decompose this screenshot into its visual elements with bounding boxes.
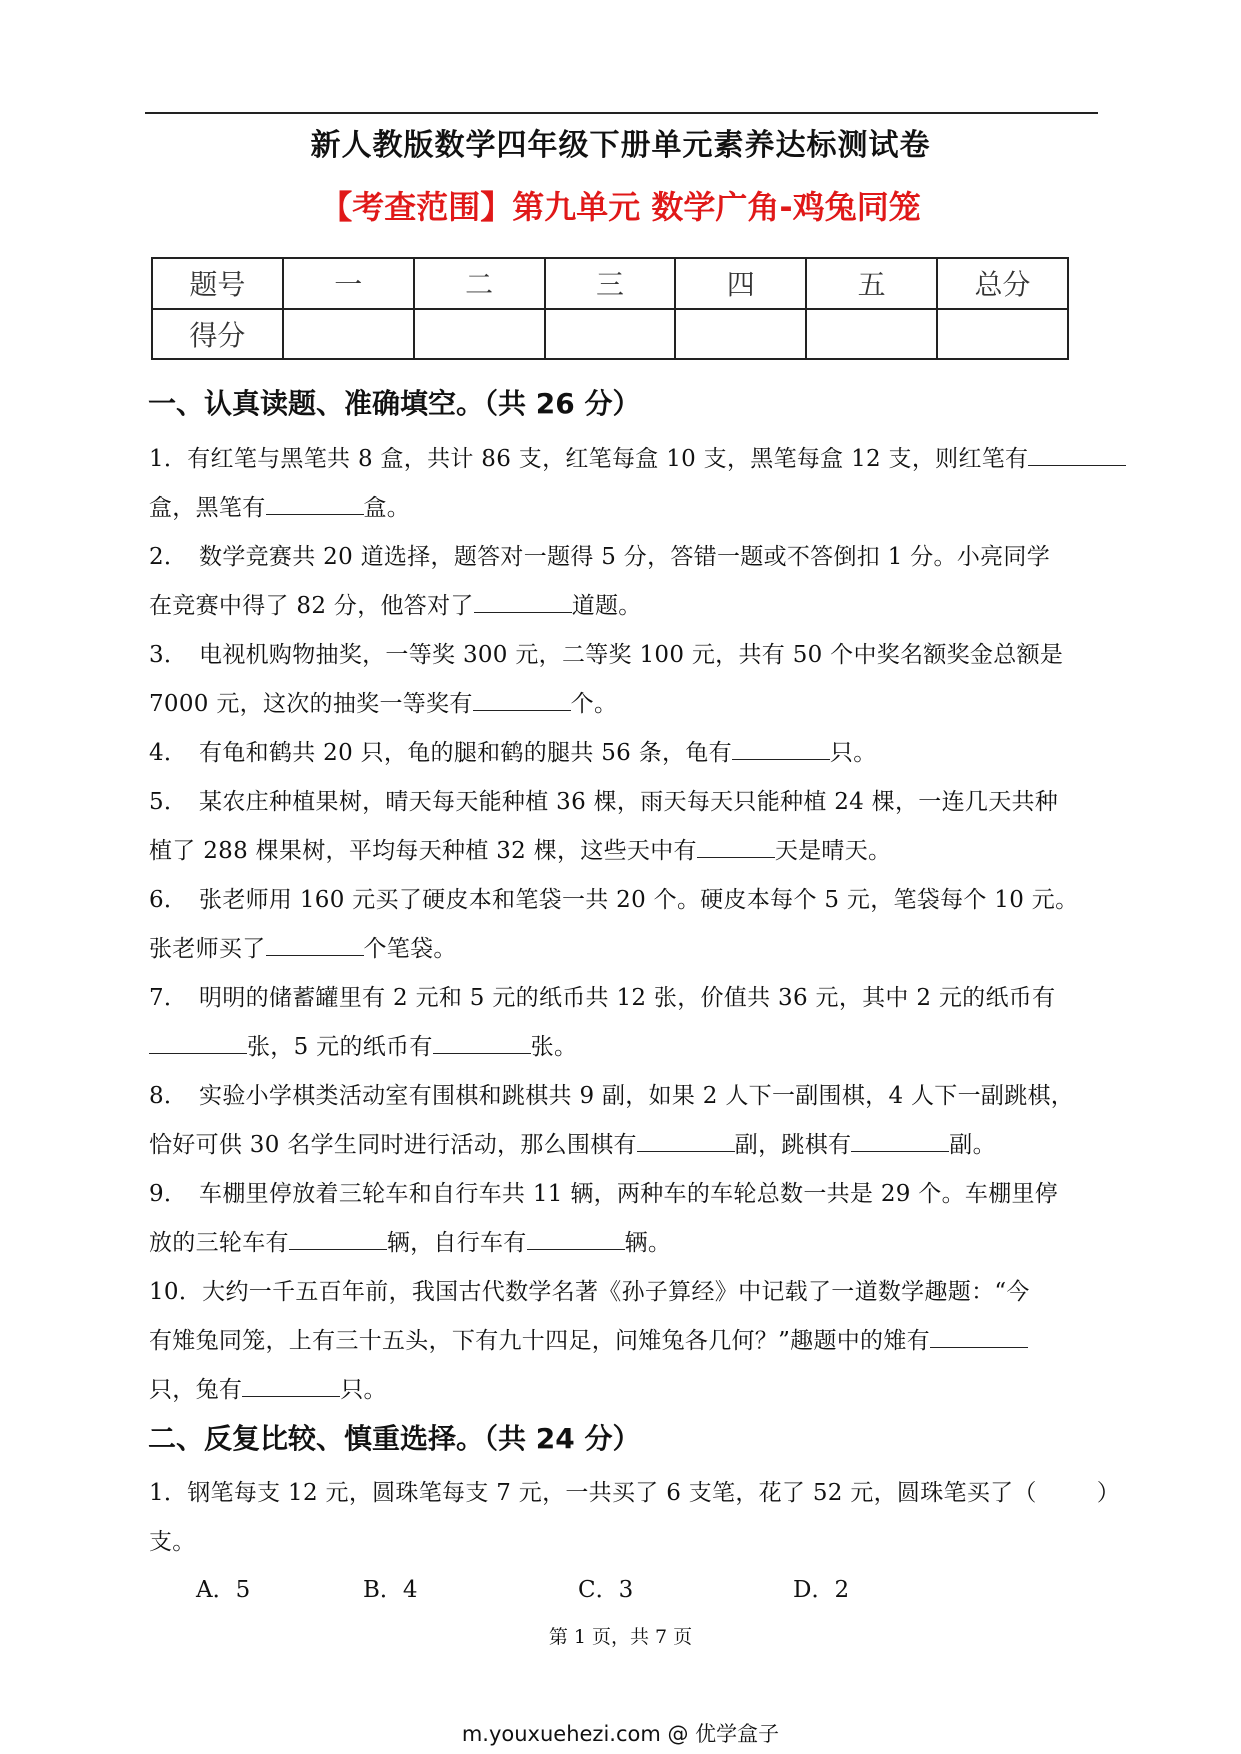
answer-blank[interactable]	[289, 1229, 387, 1250]
answer-blank[interactable]	[433, 1033, 531, 1054]
table-cell: 一	[283, 258, 414, 309]
score-input-cell[interactable]	[806, 309, 937, 360]
answer-blank[interactable]	[242, 1376, 340, 1397]
answer-blank[interactable]	[266, 494, 364, 515]
question-line: 张老师买了 个笔袋。	[149, 936, 457, 962]
score-input-cell[interactable]	[937, 309, 1068, 360]
answer-blank[interactable]	[732, 739, 830, 760]
question-line: 8． 实验小学棋类活动室有围棋和跳棋共 9 副，如果 2 人下一副围棋，4 人下一副跳棋，	[149, 1083, 1075, 1109]
score-input-cell[interactable]	[545, 309, 676, 360]
answer-blank[interactable]	[851, 1131, 949, 1152]
answer-blank[interactable]	[697, 837, 775, 858]
answer-blank[interactable]	[266, 935, 364, 956]
top-rule	[145, 112, 1098, 114]
answer-blank[interactable]	[149, 1033, 247, 1054]
score-input-cell[interactable]	[414, 309, 545, 360]
question-line: 植了 288 棵果树，平均每天种植 32 棵，这些天中有 天是晴天。	[149, 838, 892, 864]
answer-blank[interactable]	[930, 1327, 1028, 1348]
table-cell: 三	[545, 258, 676, 309]
answer-blank[interactable]	[637, 1131, 735, 1152]
table-cell: 总分	[937, 258, 1068, 309]
page-number: 第 1 页，共 7 页	[548, 1626, 693, 1648]
question-line: 恰好可供 30 名学生同时进行活动，那么围棋有 副，跳棋有 副。	[149, 1132, 996, 1158]
question-line: 只，兔有 只。	[149, 1377, 387, 1403]
option-c[interactable]: C．3	[578, 1577, 634, 1603]
option-a[interactable]: A．5	[196, 1577, 251, 1603]
table-cell: 二	[414, 258, 545, 309]
question-line: 2． 数学竞赛共 20 道选择，题答对一题得 5 分，答错一题或不答倒扣 1 分。小亮同学	[149, 544, 1051, 570]
question-line: 6． 张老师用 160 元买了硬皮本和笔袋一共 20 个。硬皮本每个 5 元，笔袋每个 10 元。	[149, 887, 1079, 913]
question-line: 张，5 元的纸币有 张。	[149, 1028, 577, 1061]
question-line: 支。	[149, 1529, 196, 1555]
answer-blank[interactable]	[527, 1229, 625, 1250]
score-input-cell[interactable]	[675, 309, 806, 360]
table-cell: 题号	[152, 258, 283, 309]
answer-blank[interactable]	[473, 690, 571, 711]
question-line: 3． 电视机购物抽奖，一等奖 300 元，二等奖 100 元，共有 50 个中奖名额奖金总额是	[149, 642, 1064, 668]
table-cell: 四	[675, 258, 806, 309]
question-line: 1．钢笔每支 12 元，圆珠笔每支 7 元，一共买了 6 支笔，花了 52 元，圆珠笔买了（ ）	[149, 1480, 1121, 1506]
question-line: 9． 车棚里停放着三轮车和自行车共 11 辆，两种车的车轮总数一共是 29 个。车棚里停	[149, 1181, 1059, 1207]
table-row	[152, 309, 1068, 360]
watermark: m.youxuehezi.com @ 优学盒子	[461, 1722, 780, 1746]
question-line: 4． 有龟和鹤共 20 只，龟的腿和鹤的腿共 56 条，龟有 只。	[149, 740, 877, 766]
exam-scope: 【考查范围】第九单元 数学广角-鸡兔同笼	[320, 188, 921, 226]
score-table	[151, 257, 1069, 360]
question-line: 7． 明明的储蓄罐里有 2 元和 5 元的纸币共 12 张，价值共 36 元，其中 2 元的纸币有	[149, 985, 1056, 1011]
question-line: 在竞赛中得了 82 分，他答对了 道题。	[149, 593, 642, 619]
score-input-cell[interactable]	[283, 309, 414, 360]
question-line: 5． 某农庄种植果树，晴天每天能种植 36 棵，雨天每天只能种植 24 棵，一连几天共种	[149, 789, 1059, 815]
section-heading: 一、认真读题、准确填空。（共 26 分）	[148, 387, 641, 420]
question-line: 10．大约一千五百年前，我国古代数学名著《孙子算经》中记载了一道数学趣题：“今	[149, 1279, 1030, 1305]
page-title: 新人教版数学四年级下册单元素养达标测试卷	[310, 128, 931, 163]
answer-blank[interactable]	[474, 592, 572, 613]
question-line: 有雉兔同笼，上有三十五头，下有九十四足，问雉兔各几何？”趣题中的雉有	[149, 1322, 1028, 1355]
table-cell: 五	[806, 258, 937, 309]
option-d[interactable]: D．2	[793, 1577, 850, 1603]
table-row	[152, 258, 1068, 309]
question-line: 盒，黑笔有 盒。	[149, 495, 411, 521]
table-cell: 得分	[152, 309, 283, 360]
question-line: 放的三轮车有 辆，自行车有 辆。	[149, 1230, 672, 1256]
answer-blank[interactable]	[1028, 445, 1126, 466]
section-heading: 二、反复比较、慎重选择。（共 24 分）	[148, 1422, 641, 1455]
question-line: 7000 元，这次的抽奖一等奖有 个。	[149, 691, 618, 717]
question-line: 1．有红笔与黑笔共 8 盒，共计 86 支，红笔每盒 10 支，黑笔每盒 12 支，则红笔有	[149, 440, 1126, 473]
option-b[interactable]: B．4	[363, 1577, 418, 1603]
